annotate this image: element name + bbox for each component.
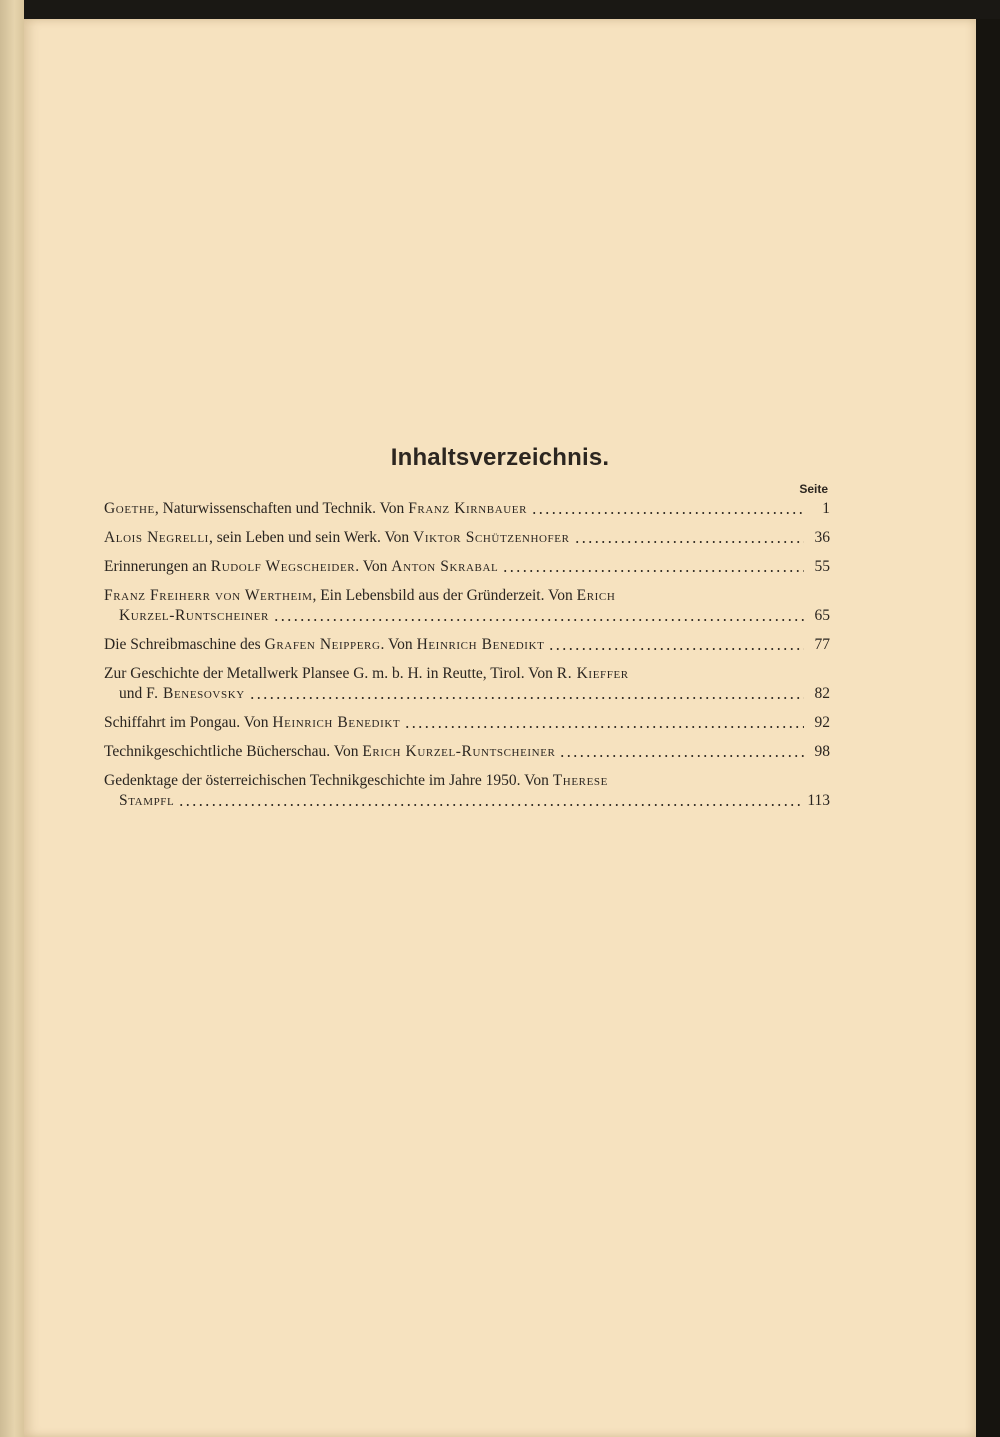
toc-entry-text [104, 557, 498, 577]
toc-entry-line [104, 499, 830, 519]
toc-text: Die Schreibmaschine des [104, 636, 265, 653]
toc-entry-line [104, 528, 830, 548]
page-number: 98 [814, 743, 830, 760]
toc-entry [104, 557, 830, 577]
toc-entry-line [104, 742, 830, 762]
page-number: 92 [814, 714, 830, 731]
toc-text: , Naturwissenschaften und Technik. Von [154, 500, 409, 517]
toc-text: Schiffahrt im Pongau. Von [104, 714, 273, 731]
toc-entry [104, 586, 830, 626]
toc-entry-text [104, 528, 570, 548]
toc-entry-line [104, 771, 830, 791]
toc-name-smallcaps: R. Kieffer [556, 665, 629, 682]
toc-entry-text [119, 684, 245, 704]
page-number: 77 [814, 636, 830, 653]
dot-leader [502, 569, 804, 573]
toc-name-smallcaps: Viktor Schützenhofer [413, 529, 570, 546]
page-number: 1 [822, 500, 830, 517]
toc-entry [104, 742, 830, 762]
toc-text: . Von [355, 558, 392, 575]
scan-border [976, 19, 1000, 1437]
dot-leader [249, 696, 804, 700]
toc-name-smallcaps: Erich [576, 587, 616, 604]
toc-entry [104, 771, 830, 811]
toc-entry-line [104, 791, 830, 811]
toc-name-smallcaps: Heinrich Benedikt [272, 714, 401, 731]
toc-text: , Ein Lebensbild aus der Gründerzeit. Von [312, 587, 577, 604]
toc-name-smallcaps: Stampfl [119, 792, 175, 809]
toc-entry-text [119, 606, 269, 626]
previous-page-edge [0, 0, 24, 1437]
page-number: 65 [814, 607, 830, 624]
toc-name-smallcaps: Kurzel-Runtscheiner [119, 607, 269, 624]
toc-entry-line [104, 713, 830, 733]
toc-entry [104, 499, 830, 519]
toc-entry-line [104, 664, 830, 684]
toc-name-smallcaps: Erich Kurzel-Runtscheiner [362, 743, 556, 760]
toc-name-smallcaps: Anton Skrabal [391, 558, 499, 575]
toc-entry-text [104, 664, 629, 684]
toc-entry-text [104, 635, 544, 655]
toc-entry [104, 528, 830, 548]
dot-leader [574, 540, 804, 544]
toc-name-smallcaps: Heinrich Benedikt [416, 636, 545, 653]
toc-name-smallcaps: Therese [552, 772, 608, 789]
dot-leader [559, 754, 804, 758]
toc-entry-line [104, 557, 830, 577]
toc-text: Gedenktage der österreichischen Technikgeschichte im Jahre 1950. Von [104, 772, 553, 789]
toc-entry-text [104, 586, 615, 606]
page-number: 113 [807, 792, 830, 809]
page-title: Inhaltsverzeichnis. [390, 444, 610, 471]
toc-name-smallcaps: Alois Negrelli [104, 529, 209, 546]
page-column-label: Seite [799, 482, 828, 496]
toc-text: . Von [380, 636, 417, 653]
toc-entry-line [104, 635, 830, 655]
table-of-contents [104, 499, 830, 820]
toc-entry-text [104, 499, 527, 519]
toc-text: und [119, 685, 147, 702]
toc-entry-text [119, 791, 174, 811]
toc-entry [104, 664, 830, 704]
toc-entry [104, 713, 830, 733]
toc-name-smallcaps: Franz Kirnbauer [408, 500, 528, 517]
toc-entry-line [104, 684, 830, 704]
page-number: 55 [814, 558, 830, 575]
toc-entry-line [104, 586, 830, 606]
page-number: 82 [814, 685, 830, 702]
toc-name-smallcaps: Franz Freiherr von Wertheim [104, 587, 313, 604]
toc-name-smallcaps: F. Benesovsky [146, 685, 245, 702]
toc-entry-text [104, 713, 400, 733]
dot-leader [531, 511, 804, 515]
toc-name-smallcaps: Rudolf Wegscheider [210, 558, 356, 575]
toc-text: Erinnerungen an [104, 558, 211, 575]
document-page [24, 19, 976, 1437]
toc-name-smallcaps: Grafen Neipperg [264, 636, 381, 653]
page-number: 36 [814, 529, 830, 546]
toc-text: Zur Geschichte der Metallwerk Plansee G. m. b. H. in Reutte, Tirol. Von [104, 665, 557, 682]
toc-text: , sein Leben und sein Werk. Von [208, 529, 414, 546]
dot-leader [548, 647, 804, 651]
toc-entry-text [104, 742, 555, 762]
dot-leader [273, 618, 804, 622]
toc-entry-text [104, 771, 608, 791]
dot-leader [178, 803, 803, 807]
dot-leader [404, 725, 804, 729]
toc-entry [104, 635, 830, 655]
toc-name-smallcaps: Goethe [104, 500, 155, 517]
toc-entry-line [104, 606, 830, 626]
toc-text: Technikgeschichtliche Bücherschau. Von [104, 743, 363, 760]
